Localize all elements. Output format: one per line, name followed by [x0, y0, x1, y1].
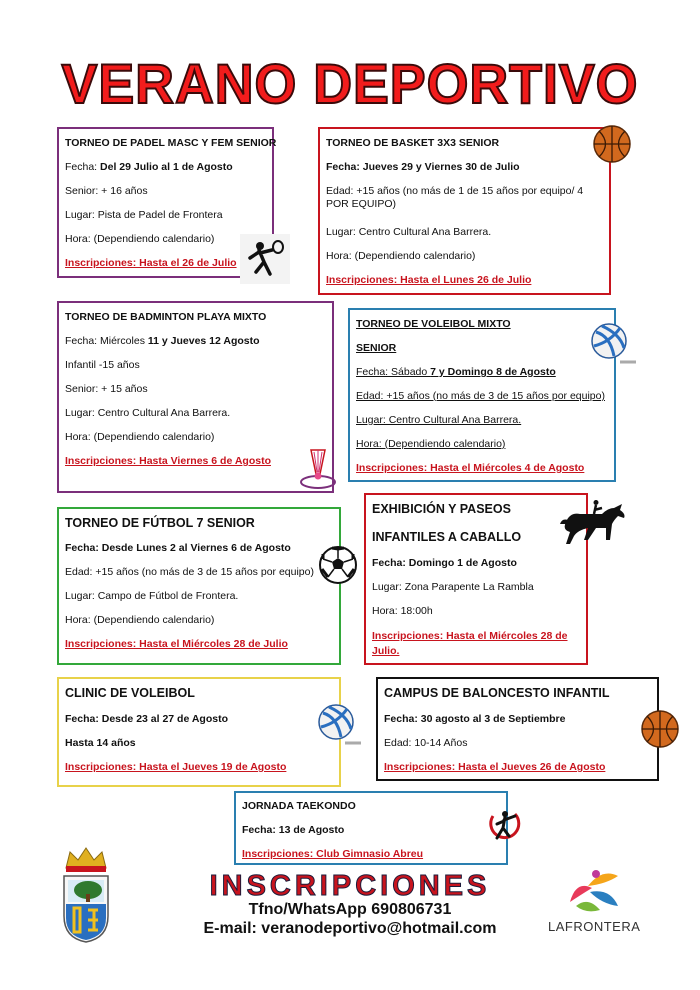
footer-title: INSCRIPCIONES [209, 870, 491, 902]
taekwondo-icon [485, 806, 523, 844]
event-inscripciones: Inscripciones: Hasta Viernes 6 de Agosto [65, 455, 271, 467]
basketball-icon [640, 709, 680, 749]
event-inscripciones: Inscripciones: Hasta el Jueves 26 de Agosto [384, 761, 606, 773]
footer-phone: Tfno/WhatsApp 690806731 [248, 901, 452, 918]
horse-rider-icon [556, 500, 630, 548]
padel-player-icon [240, 234, 290, 284]
event-inscripciones: Inscripciones: Hasta el Miércoles 4 de Agosto [356, 462, 585, 474]
event-clinic [57, 677, 341, 787]
event-line: Lugar: Centro Cultural Ana Barrera. [65, 407, 231, 419]
event-inscripciones: Inscripciones: Hasta el Jueves 19 de Agosto [65, 761, 287, 773]
event-line: Hora: (Dependiendo calendario) [65, 614, 215, 626]
event-line: Hora: (Dependiendo calendario) [326, 250, 476, 262]
basketball-icon [592, 124, 632, 164]
event-fecha: Fecha: 30 agosto al 3 de Septiembre [384, 713, 566, 725]
event-fecha: Fecha: Domingo 1 de Agosto [372, 557, 517, 569]
event-futbol [57, 507, 341, 665]
event-heading: TORNEO DE PADEL MASC Y FEM SENIOR [65, 137, 277, 149]
event-basket [318, 127, 611, 295]
event-fecha: Fecha: Miércoles 11 y Jueves 12 Agosto [65, 335, 260, 347]
event-line: Lugar: Centro Cultural Ana Barrera. [326, 226, 492, 238]
event-line: Lugar: Campo de Fútbol de Frontera. [65, 590, 239, 602]
event-voleibol [348, 308, 616, 482]
la-frontera-logo-text: LAFRONTERA [548, 919, 641, 934]
event-line: Lugar: Centro Cultural Ana Barrera. [356, 414, 522, 426]
event-line: Infantil -15 años [65, 359, 140, 371]
event-fecha: Fecha: Del 29 Julio al 1 de Agosto [65, 161, 233, 173]
event-line: Edad: 10-14 Años [384, 737, 468, 749]
event-heading: JORNADA TAEKONDO [242, 800, 356, 812]
event-line: Senior: + 15 años [65, 383, 148, 395]
event-inscripciones: Inscripciones: Hasta el 26 de Julio [65, 257, 237, 269]
event-heading: TORNEO DE VOLEIBOL MIXTO [356, 318, 511, 330]
volleyball-icon [590, 322, 636, 366]
event-fecha: Fecha: 13 de Agosto [242, 824, 345, 836]
event-caballo [364, 493, 588, 665]
event-line: Hasta 14 años [65, 737, 136, 749]
event-line: Hora: (Dependiendo calendario) [65, 431, 215, 443]
event-line: Edad: +15 años (no más de 3 de 15 años por equipo) [356, 390, 605, 402]
page-title: VERANO DEPORTIVO [61, 52, 639, 115]
event-heading: CLINIC DE VOLEIBOL [65, 686, 195, 700]
event-fecha: Fecha: Desde Lunes 2 al Viernes 6 de Agosto [65, 542, 291, 554]
event-fecha: Fecha: Jueves 29 y Viernes 30 de Julio [326, 161, 520, 173]
event-line: Edad: +15 años (no más de 3 de 15 años por equipo) [65, 566, 314, 578]
footer-email: E-mail: veranodeportivo@hotmail.com [203, 920, 497, 937]
volleyball-icon [317, 703, 363, 747]
event-heading: CAMPUS DE BALONCESTO INFANTIL [384, 686, 610, 700]
event-line: Hora: (Dependiendo calendario) [65, 233, 215, 245]
event-line: Hora: 18:00h [372, 605, 433, 617]
event-line: Senior: + 16 años [65, 185, 148, 197]
event-fecha: Fecha: Sábado 7 y Domingo 8 de Agosto [356, 366, 556, 378]
event-line: Hora: (Dependiendo calendario) [356, 438, 506, 450]
event-line: Lugar: Zona Parapente La Rambla [372, 581, 534, 593]
event-badminton [57, 301, 334, 493]
event-heading: TORNEO DE FÚTBOL 7 SENIOR [65, 516, 255, 530]
event-inscripciones: Inscripciones: Hasta el Miércoles 28 de Julio [65, 638, 288, 650]
event-inscripciones: Inscripciones: Hasta el Miércoles 28 de Julio. [372, 630, 568, 657]
event-inscripciones: Inscripciones: Club Gimnasio Abreu [242, 848, 424, 860]
shuttlecock-icon [298, 446, 338, 490]
event-heading: TORNEO DE BASKET 3X3 SENIOR [326, 137, 500, 149]
event-taekondo [234, 791, 508, 865]
event-fecha: Fecha: Desde 23 al 27 de Agosto [65, 713, 229, 725]
event-campus [376, 677, 659, 781]
la-frontera-logo [562, 866, 626, 918]
soccer-ball-icon [318, 545, 358, 585]
event-line: Edad: +15 años (no más de 1 de 15 años por equipo/ 4 POR EQUIPO) [326, 185, 584, 210]
event-heading-2: INFANTILES A CABALLO [372, 530, 522, 544]
event-heading: TORNEO DE BADMINTON PLAYA MIXTO [65, 311, 267, 323]
event-heading: EXHIBICIÓN Y PASEOS [372, 502, 511, 516]
event-inscripciones: Inscripciones: Hasta el Lunes 26 de Julio [326, 274, 532, 286]
event-subheading: SENIOR [356, 342, 397, 354]
event-line: Lugar: Pista de Padel de Frontera [65, 209, 223, 221]
